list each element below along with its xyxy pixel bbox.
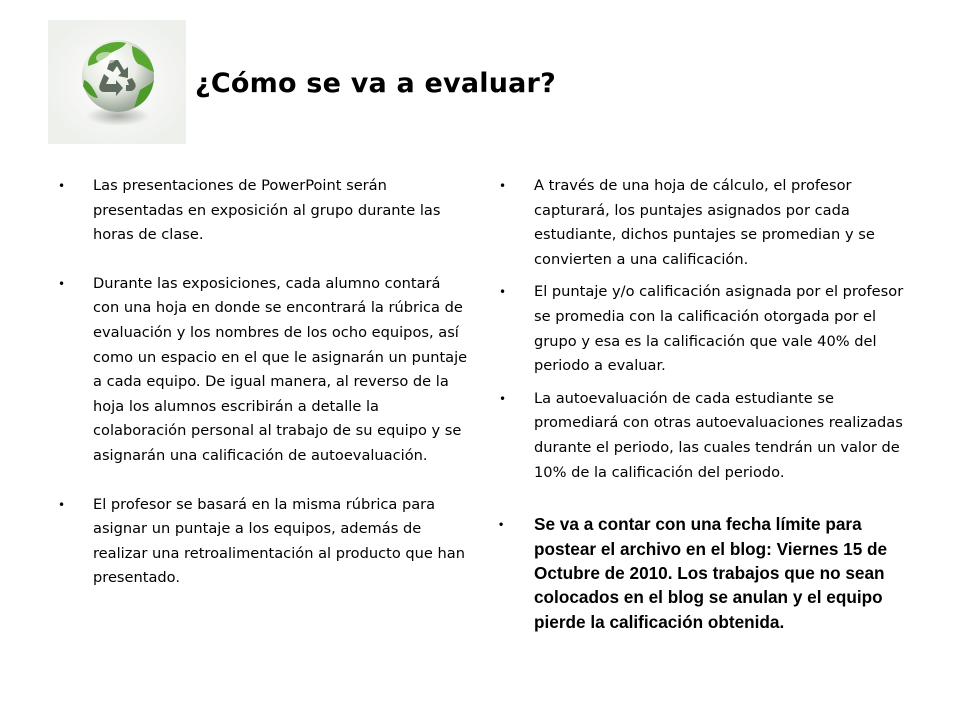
left-bullet-list — [56, 174, 468, 591]
list-item — [497, 387, 911, 485]
list-item — [56, 272, 468, 469]
bullet-icon: • — [499, 285, 507, 300]
list-item — [56, 174, 468, 248]
bullet-text: Se va a contar con una fecha límite para postear el archivo en el blog: Viernes 15 de Octubre de 2010. Los trabajos que no sean colocados en el blog se anulan y el equipo pierde la calificación obtenida. — [534, 514, 888, 632]
list-item — [56, 493, 468, 591]
recycle-globe-icon — [48, 20, 186, 144]
bullet-icon: • — [499, 517, 504, 532]
deadline-notice — [497, 512, 911, 634]
bullet-icon: • — [58, 179, 66, 193]
bullet-text: La autoevaluación de cada estudiante se promediará con otras autoevaluaciones realizadas durante el periodo, las cuales tendrán un valor de 10% de la calificación del periodo. — [534, 389, 903, 481]
list-item — [497, 174, 911, 272]
bullet-text: Durante las exposiciones, cada alumno contará con una hoja en donde se encontrará la rúbrica de evaluación y los nombres de los ocho equipos, así como un espacio en el que le asignarán un puntaje a cada equipo. De igual manera, al reverso de la hoja los alumnos escribirán a detalle la colaboración personal al trabajo de su equipo y se asignarán una calificación de autoevaluación. — [93, 274, 468, 464]
bullet-icon: • — [58, 276, 66, 291]
slide-title: ¿Cómo se va a evaluar? — [195, 68, 556, 99]
bullet-text: Las presentaciones de PowerPoint serán presentadas en exposición al grupo durante las horas de clase. — [93, 177, 441, 244]
bullet-icon: • — [58, 497, 66, 512]
bullet-icon: • — [499, 391, 507, 406]
bullet-text: El profesor se basará en la misma rúbrica para asignar un puntaje a los equipos, además de realizar una retroalimentación al producto que han presentado. — [93, 495, 465, 587]
bullet-icon: • — [499, 179, 507, 193]
right-bullet-list — [497, 174, 911, 634]
bullet-text: El puntaje y/o calificación asignada por el profesor se promedia con la calificación otorgada por el grupo y esa es la calificación que vale 40% del periodo a evaluar. — [534, 283, 904, 375]
bullet-text: A través de una hoja de cálculo, el profesor capturará, los puntajes asignados por cada estudiante, dichos puntajes se promedian y se convierten a una calificación. — [534, 177, 875, 268]
list-item — [497, 280, 911, 378]
